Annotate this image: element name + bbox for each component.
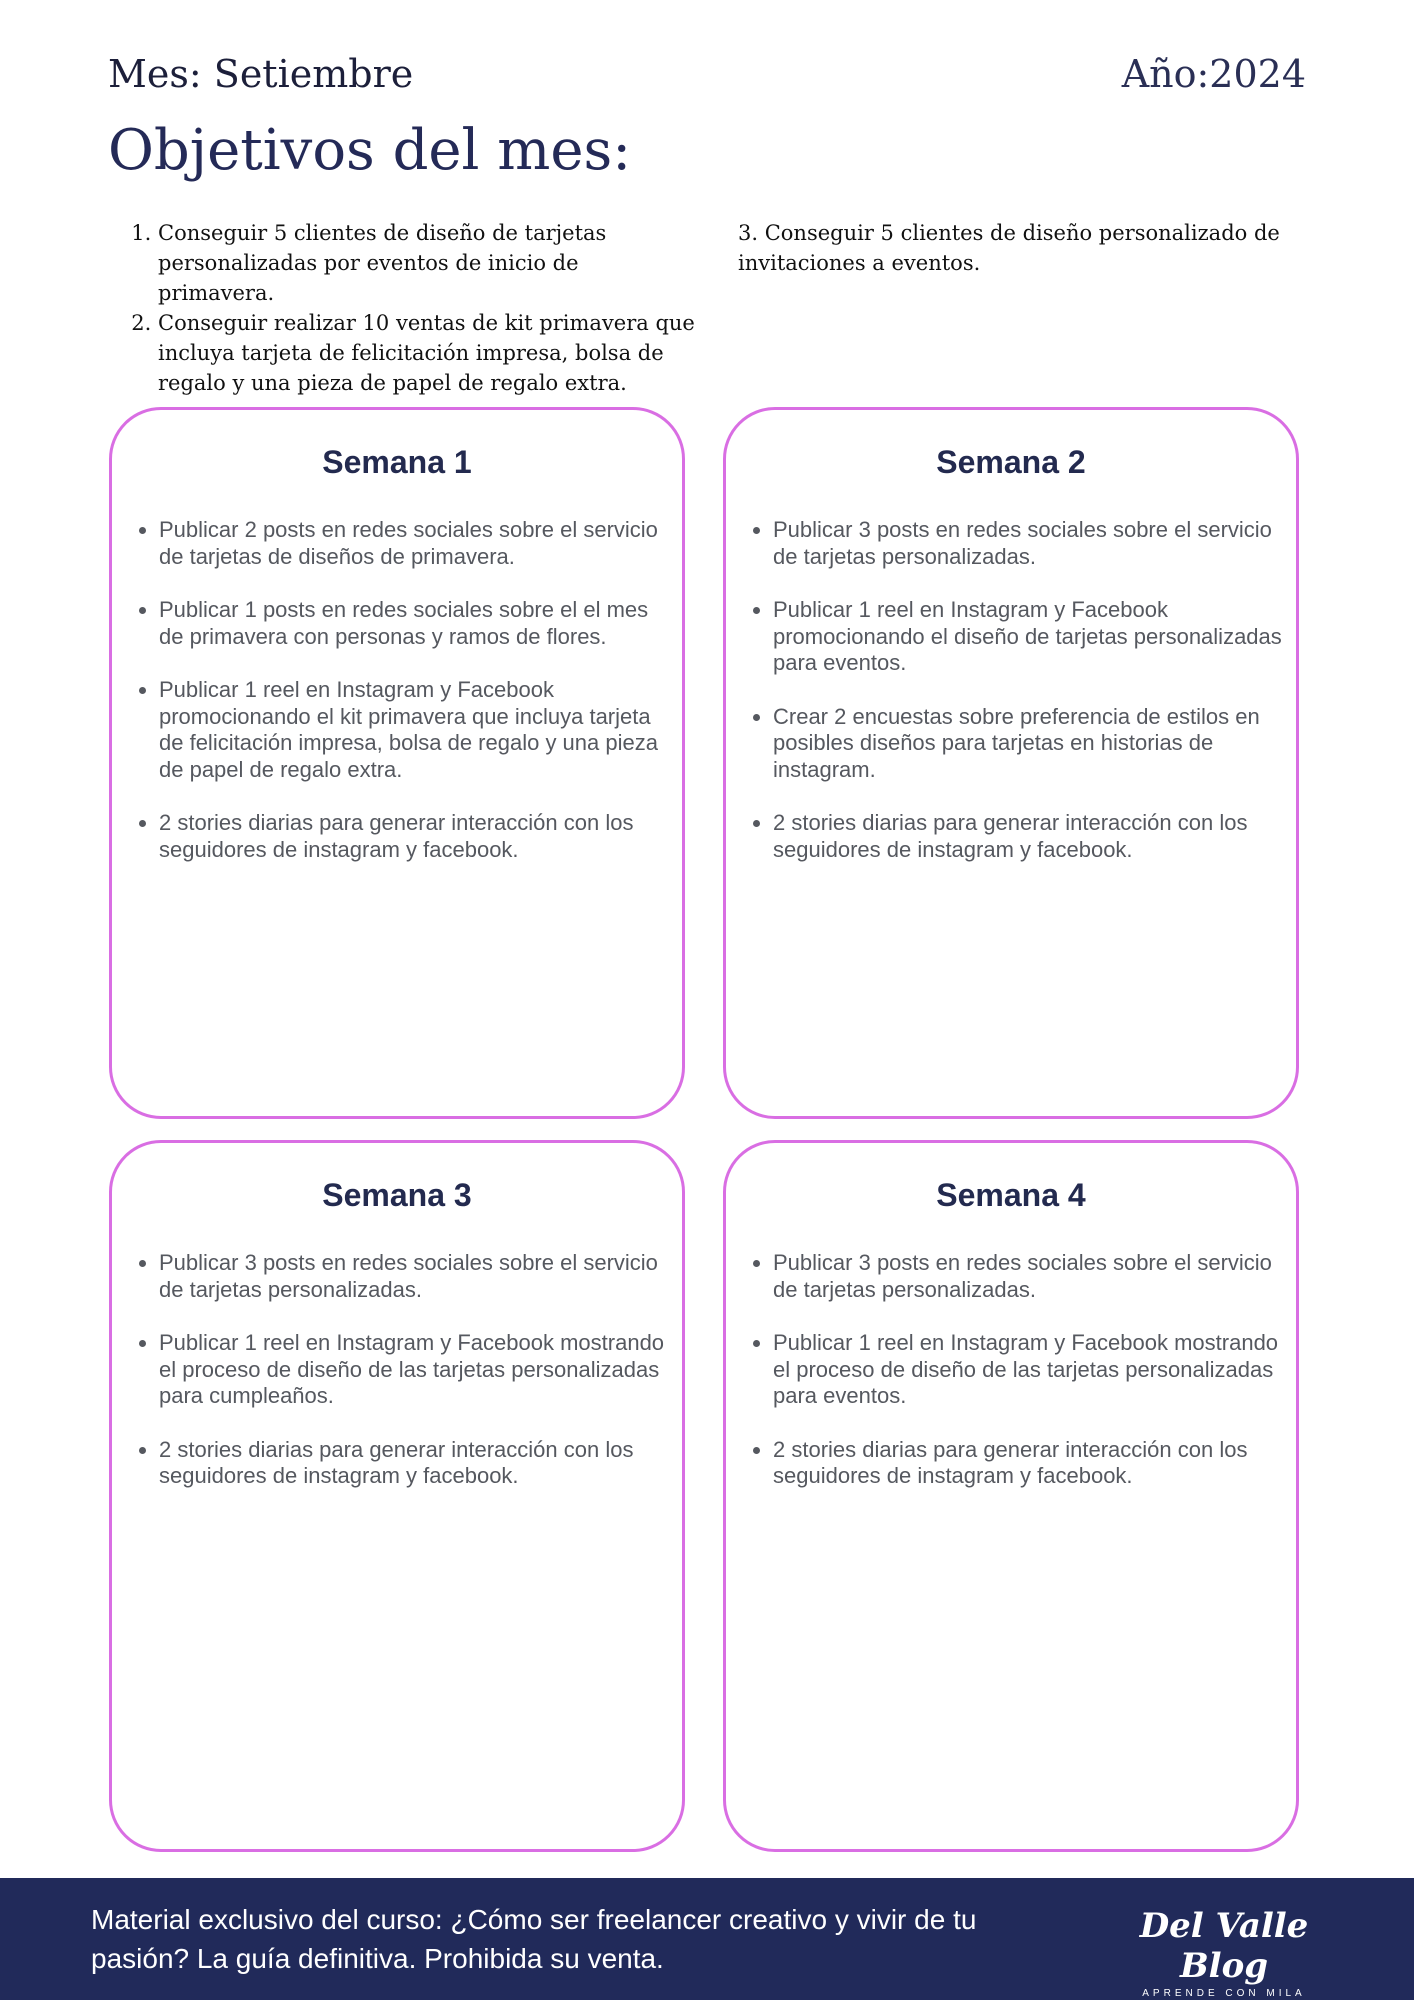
week-task: • Crear 2 encuestas sobre preferencia de estilos en posibles diseños para tarjetas en historias de instagram. (773, 704, 1284, 784)
week-title: Semana 3 (322, 1177, 472, 1213)
week-task: • 2 stories diarias para generar interacción con los seguidores de instagram y facebook. (773, 810, 1284, 863)
objectives-list-left (138, 218, 698, 398)
week-task-list (112, 1250, 682, 1490)
week-task: • Publicar 1 posts en redes sociales sobre el el mes de primavera con personas y ramos de flores. (159, 597, 670, 650)
objective-item: 3. Conseguir 5 clientes de diseño personalizado de invitaciones a eventos. (738, 221, 1280, 275)
week-task: • Publicar 3 posts en redes sociales sobre el servicio de tarjetas personalizadas. (773, 517, 1284, 570)
week-task-list (726, 517, 1296, 863)
logo-name: Del Valle Blog (1139, 1906, 1309, 1986)
year-label: Año:2024 (1121, 52, 1306, 96)
week-task: • Publicar 2 posts en redes sociales sobre el servicio de tarjetas de diseños de primavera. (159, 517, 670, 570)
brand-logo (1124, 1906, 1324, 1999)
week-task: • 2 stories diarias para generar interacción con los seguidores de instagram y facebook. (159, 1437, 670, 1490)
logo-tagline: APRENDE CON MILA (1142, 1988, 1306, 1999)
objectives-list-right (738, 218, 1298, 278)
week-task: • Publicar 3 posts en redes sociales sobre el servicio de tarjetas personalizadas. (773, 1250, 1284, 1303)
week-title: Semana 4 (936, 1177, 1086, 1213)
week-card-2 (723, 407, 1299, 1119)
week-title: Semana 1 (322, 444, 472, 480)
week-card-4 (723, 1140, 1299, 1852)
objectives-title: Objetivos del mes: (108, 118, 632, 183)
footer-text: Material exclusivo del curso: ¿Cómo ser freelancer creativo y vivir de tu pasión? La guía definitiva. Prohibida su venta. (91, 1904, 977, 1974)
week-task: • Publicar 1 reel en Instagram y Facebook mostrando el proceso de diseño de las tarjetas personalizadas para cumpleaños. (159, 1330, 670, 1410)
objective-item: 1. Conseguir 5 clientes de diseño de tarjetas personalizadas por eventos de inicio de primavera. (158, 218, 698, 308)
week-title: Semana 2 (936, 444, 1086, 480)
week-card-1 (109, 407, 685, 1119)
week-task-list (726, 1250, 1296, 1490)
month-label: Mes: Setiembre (108, 52, 414, 96)
week-task: • Publicar 3 posts en redes sociales sobre el servicio de tarjetas personalizadas. (159, 1250, 670, 1303)
week-card-3 (109, 1140, 685, 1852)
week-task: • 2 stories diarias para generar interacción con los seguidores de instagram y facebook. (159, 810, 670, 863)
footer-banner (0, 1878, 1414, 2000)
week-task: • Publicar 1 reel en Instagram y Facebook promocionando el kit primavera que incluya tarjeta de felicitación impresa, bolsa de regalo y una pieza de papel de regalo extra. (159, 677, 670, 783)
week-task: • 2 stories diarias para generar interacción con los seguidores de instagram y facebook. (773, 1437, 1284, 1490)
week-task-list (112, 517, 682, 863)
objective-item: 2. Conseguir realizar 10 ventas de kit primavera que incluya tarjeta de felicitación impresa, bolsa de regalo y una pieza de papel de regalo extra. (158, 308, 698, 398)
week-task: • Publicar 1 reel en Instagram y Facebook promocionando el diseño de tarjetas personalizadas para eventos. (773, 597, 1284, 677)
week-task: • Publicar 1 reel en Instagram y Facebook mostrando el proceso de diseño de las tarjetas personalizadas para eventos. (773, 1330, 1284, 1410)
